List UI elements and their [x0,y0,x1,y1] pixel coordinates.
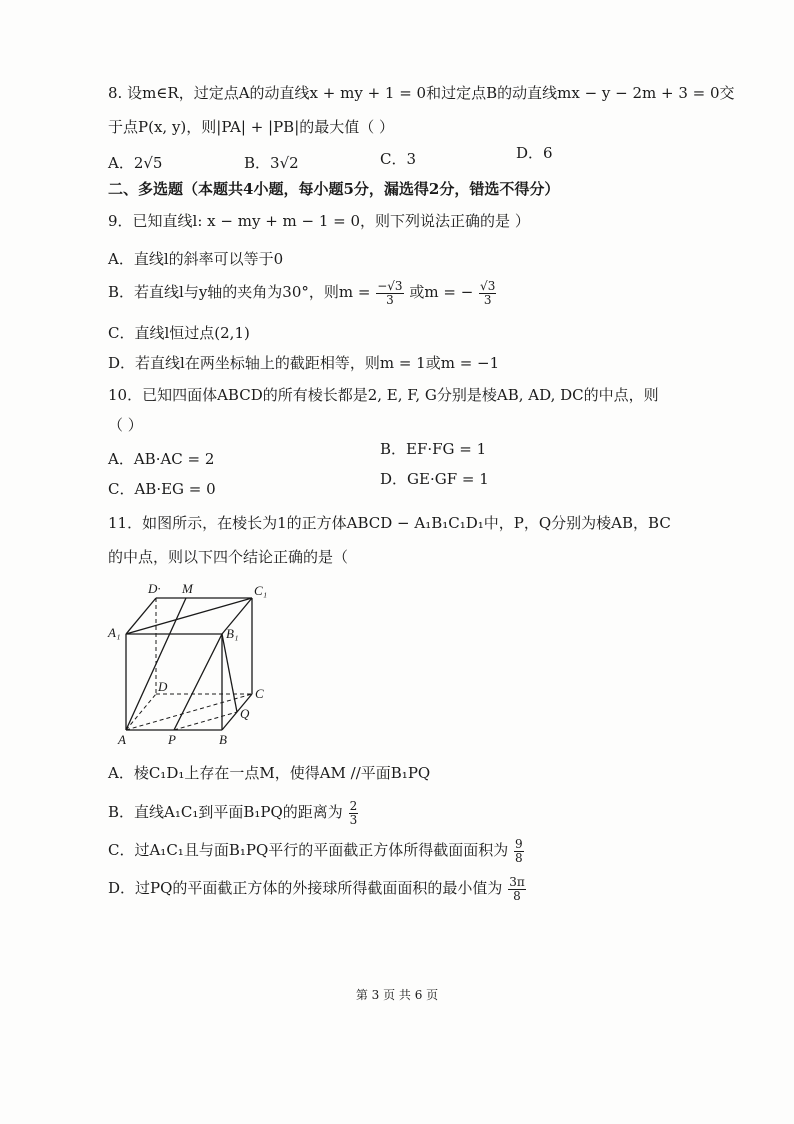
q11-option-b [108,800,359,826]
label-a1: A₁ [108,625,121,640]
label-c: C [255,686,264,701]
edge-a1-d1 [126,598,156,634]
fraction-numerator: 9 [515,837,523,851]
q11-option-a: A．棱C₁D₁上存在一点M，使得AM //平面B₁PQ [108,764,431,782]
fraction-denominator: 8 [515,850,523,865]
fraction-denominator: 3 [349,812,358,827]
fraction-numerator: 3π [509,875,525,889]
q10-paren: （ ） [108,416,143,434]
hidden-edge-a-d [126,694,156,730]
label-b: B [219,732,227,747]
q9-option-b-mid: 或m = − [409,283,474,302]
q9-option-b-fraction-1 [376,280,403,306]
q8-option-a: A．2√5 [108,154,163,172]
segment-b1-p [174,634,222,730]
cube-figure [100,578,290,748]
q11-option-d-text: D．过PQ的平面截正方体的外接球所得截面面积的最小值为 [108,879,503,898]
q10-option-d: D．GE·GF = 1 [380,470,489,488]
q11-option-d-fraction [508,876,526,902]
q10-option-a: A．AB·AC = 2 [108,450,215,468]
fraction-denominator: 3 [386,292,394,307]
q9-stem: 9．已知直线l: x − my + m − 1 = 0，则下列说法正确的是 ） [108,212,530,230]
fraction-denominator: 8 [513,888,521,903]
label-d1: D· [148,581,161,596]
q8-line1: 8. 设m∈R，过定点A的动直线x + my + 1 = 0和过定点B的动直线mx − y − 2m + 3 = 0交 [108,84,735,102]
q9-option-d: D．若直线l在两坐标轴上的截距相等，则m = 1或m = −1 [108,354,500,372]
q9-option-c: C．直线l恒过点(2,1) [108,324,250,342]
q8-option-d: D．6 [516,144,553,162]
q11-option-b-text: B．直线A₁C₁到平面B₁PQ的距离为 [108,803,343,822]
q9-option-b [108,280,497,306]
q9-option-b-fraction-2 [479,280,496,306]
q11-option-c [108,838,525,864]
q11-stem: 11．如图所示，在棱长为1的正方体ABCD − A₁B₁C₁D₁中，P，Q分别为棱AB，BC [108,514,671,532]
q8-option-c: C．3 [380,150,417,168]
label-b1: B₁ [226,626,239,641]
hidden-segment-p-q [174,712,237,730]
q11-option-c-text: C．过A₁C₁且与面B₁PQ平行的平面截正方体所得截面面积为 [108,841,509,860]
fraction-numerator: √3 [480,279,496,293]
q11-option-b-fraction [349,800,359,826]
q11-option-c-fraction [514,838,524,864]
q10-option-b: B．EF·FG = 1 [380,440,487,458]
q8-line2: 于点P(x, y)，则|PA| + |PB|的最大值（ ） [108,118,395,136]
q10-option-c: C．AB·EG = 0 [108,480,216,498]
page-number-footer: 第 3 页 共 6 页 [355,988,439,1002]
q8-option-b: B．3√2 [244,154,299,172]
q9-option-b-text: B．若直线l与y轴的夹角为30°，则m = [108,283,371,302]
fraction-denominator: 3 [483,292,492,307]
q9-option-a: A．直线l的斜率可以等于0 [108,250,284,268]
section-heading-multiple-choice: 二、多选题（本题共4小题，每小题5分，漏选得2分，错选不得分） [108,180,560,198]
fraction-numerator: −√3 [377,279,403,293]
fraction-numerator: 2 [349,799,358,813]
label-c1: C₁ [254,583,268,598]
label-m: M [182,581,193,596]
label-d: D [158,679,168,694]
q11-stem-continued: 的中点，则以下四个结论正确的是（ [108,548,349,566]
label-a: A [118,732,126,747]
label-p: P [168,732,176,747]
label-q: Q [240,706,250,721]
q11-option-d [108,876,527,902]
q10-stem: 10．已知四面体ABCD的所有棱长都是2, E, F, G分别是棱AB, AD, DC的中点，则 [108,386,659,404]
